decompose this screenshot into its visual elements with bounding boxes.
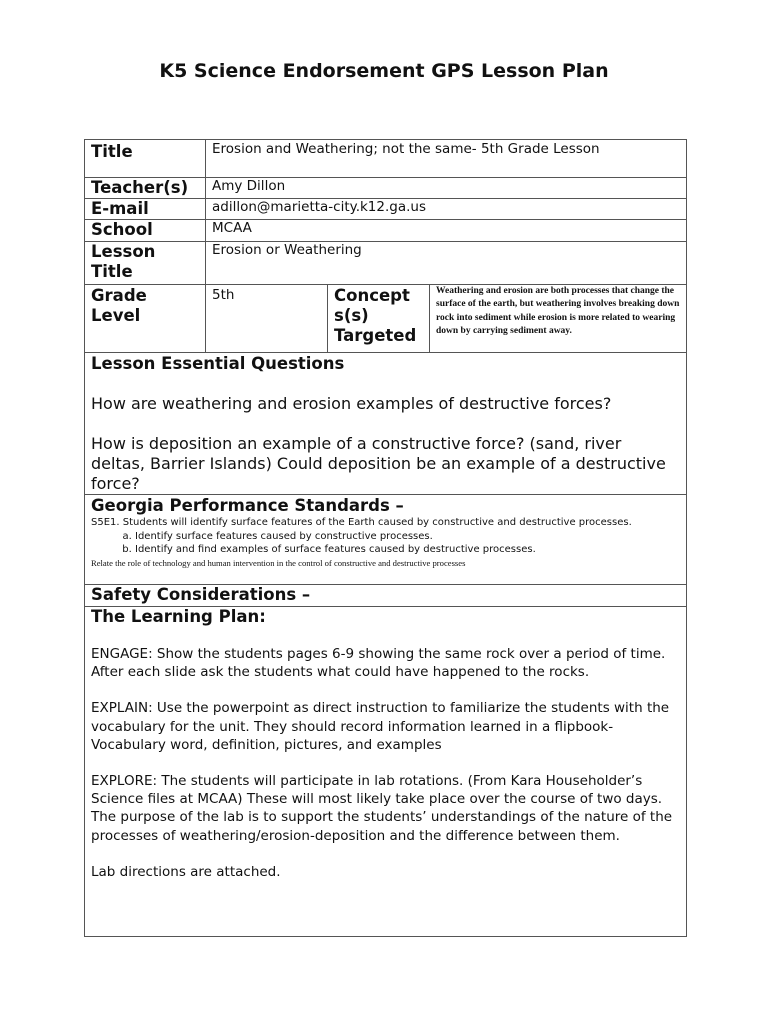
concepts-value: Weathering and erosion are both processes that change the surface of the earth, but weathering involves breaking down rock into sediment while erosion is more related to wearing down by carrying sediment away.: [436, 286, 680, 336]
essential-question-2: How is deposition an example of a constructive force? (sand, river deltas, Barrier Islands) Could deposition be an example of a destructive force?: [91, 434, 666, 493]
essential-questions-cell: [85, 353, 687, 495]
standards-item: b. Identify and find examples of surface features caused by destructive processes.: [135, 543, 680, 557]
lesson-title-label-line1: Lesson: [91, 242, 156, 261]
school-row: [85, 220, 687, 242]
lesson-title-label-line2: Title: [91, 262, 133, 281]
explain-paragraph: EXPLAIN: Use the powerpoint as direct instruction to familiarize the students with the vocabulary for the unit. They should record information learned in a flipbook- Vocabulary word, definition, pictures, and examples: [91, 700, 670, 753]
email-value: adillon@marietta-city.k12.ga.us: [212, 199, 427, 215]
lesson-title-row: [85, 242, 687, 285]
grade-row: [85, 285, 687, 353]
learning-plan-cell: [85, 607, 687, 937]
grade-value: 5th: [212, 287, 235, 303]
safety-cell: [85, 585, 687, 607]
concepts-label-line3: Targeted: [334, 326, 417, 345]
safety-row: [85, 585, 687, 607]
learning-plan-row: [85, 607, 687, 937]
teacher-value-cell: [206, 178, 687, 199]
concepts-label-cell: [328, 285, 430, 353]
lesson-title-value-cell: [206, 242, 687, 285]
title-value: Erosion and Weathering; not the same- 5th Grade Lesson: [212, 141, 600, 157]
school-value: MCAA: [212, 220, 252, 236]
title-row: [85, 140, 687, 178]
standards-heading: Georgia Performance Standards –: [91, 496, 404, 515]
title-label-cell: [85, 140, 206, 178]
lesson-title-label-cell: [85, 242, 206, 285]
concepts-label-line2: s(s): [334, 306, 369, 325]
email-label: E-mail: [91, 199, 149, 218]
grade-label-line2: Level: [91, 306, 141, 325]
email-label-cell: [85, 199, 206, 220]
lab-directions-paragraph: Lab directions are attached.: [91, 863, 281, 880]
standards-item: a. Identify surface features caused by constructive processes.: [135, 530, 680, 544]
teacher-label-cell: [85, 178, 206, 199]
grade-value-cell: [206, 285, 328, 353]
standards-cell: [85, 495, 687, 585]
safety-heading: Safety Considerations –: [91, 585, 311, 604]
essential-question-1: How are weathering and erosion examples of destructive forces?: [91, 394, 612, 413]
concepts-label-line1: Concept: [334, 286, 410, 305]
grade-label-line1: Grade: [91, 286, 147, 305]
standards-row: [85, 495, 687, 585]
concepts-value-cell: [430, 285, 687, 353]
engage-paragraph: ENGAGE: Show the students pages 6-9 showing the same rock over a period of time. After each slide ask the students what could have happened to the rocks.: [91, 646, 666, 681]
standards-list: [91, 530, 680, 557]
lesson-plan-table: [84, 139, 687, 937]
title-value-cell: [206, 140, 687, 178]
essential-questions-heading: Lesson Essential Questions: [91, 354, 345, 373]
title-label: Title: [91, 142, 133, 161]
standards-code-text: S5E1. Students will identify surface features of the Earth caused by constructive and destructive processes.: [91, 517, 632, 528]
school-label: School: [91, 220, 153, 239]
learning-plan-heading: The Learning Plan:: [91, 607, 266, 626]
school-value-cell: [206, 220, 687, 242]
essential-questions-row: [85, 353, 687, 495]
teacher-row: [85, 178, 687, 199]
explore-paragraph: EXPLORE: The students will participate in lab rotations. (From Kara Householder’s Science files at MCAA) These will most likely take place over the course of two days. The purpose of the lab is to support the students’ understandings of the nature of the processes of weathering/erosion-deposition and the difference between them.: [91, 773, 673, 844]
email-value-cell: [206, 199, 687, 220]
standards-note: Relate the role of technology and human intervention in the control of constructive and destructive processes: [91, 557, 466, 568]
teacher-label: Teacher(s): [91, 178, 189, 197]
teacher-value: Amy Dillon: [212, 178, 286, 194]
lesson-title-value: Erosion or Weathering: [212, 242, 362, 258]
grade-label-cell: [85, 285, 206, 353]
school-label-cell: [85, 220, 206, 242]
email-row: [85, 199, 687, 220]
document-title: K5 Science Endorsement GPS Lesson Plan: [159, 60, 609, 82]
